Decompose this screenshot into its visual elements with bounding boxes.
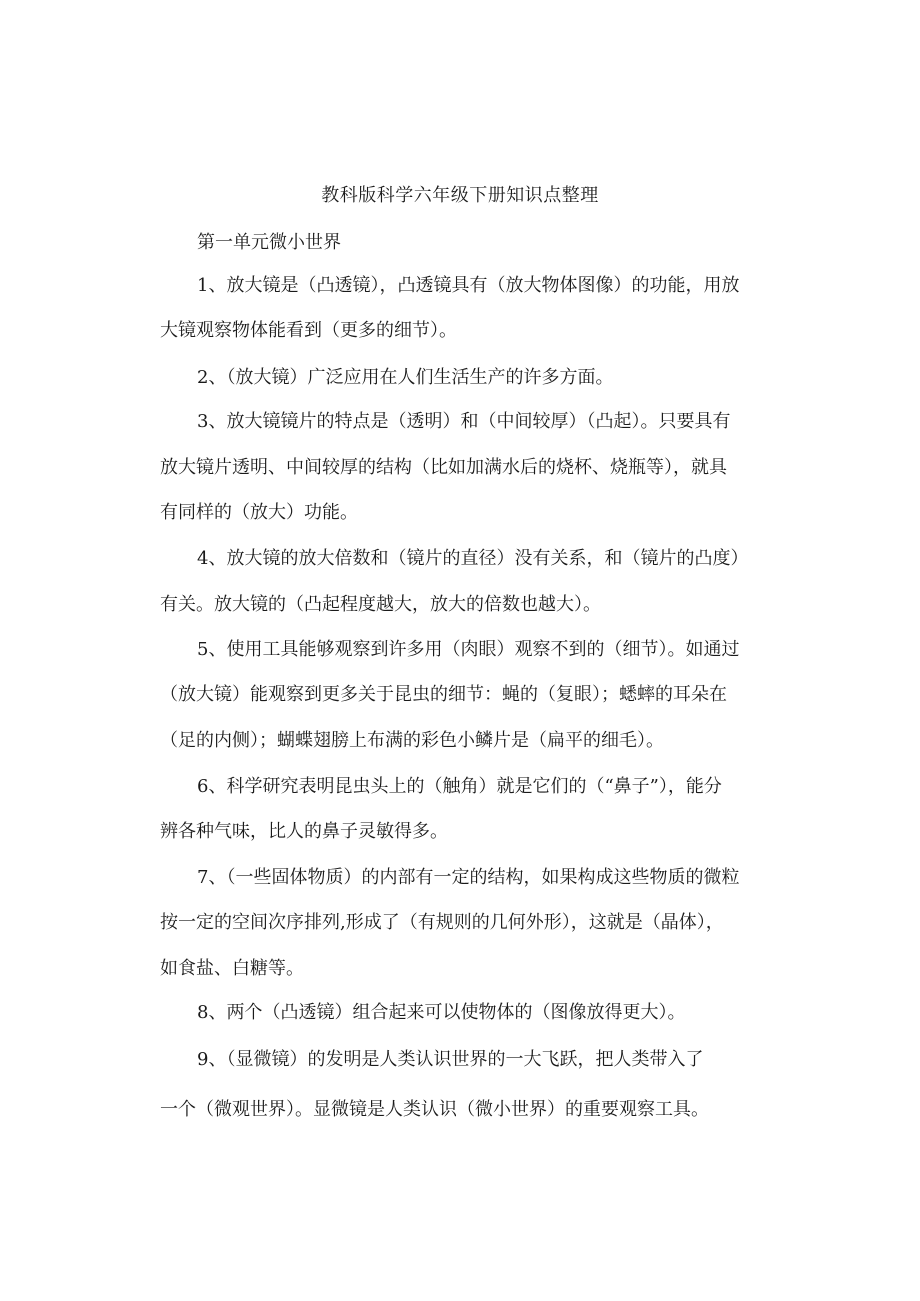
- paragraph-line: 辨各种气味，比人的鼻子灵敏得多。: [160, 821, 448, 842]
- paragraph-line: 大镜观察物体能看到（更多的细节）。: [160, 320, 457, 341]
- paragraph-line: 8、两个（凸透镜）组合起来可以使物体的（图像放得更大）。: [197, 1002, 686, 1023]
- paragraph-line: 7、（一些固体物质）的内部有一定的结构，如果构成这些物质的微粒: [197, 867, 740, 888]
- paragraph-line: 有关。放大镜的（凸起程度越大，放大的倍数也越大）。: [160, 594, 601, 615]
- paragraph-line: 如食盐、白糖等。: [160, 958, 304, 979]
- paragraph-line: 一个（微观世界）。显微镜是人类认识（微小世界）的重要观察工具。: [160, 1099, 709, 1120]
- paragraph-line: 2、（放大镜）广泛应用在人们生活生产的许多方面。: [197, 367, 614, 388]
- unit-heading: 第一单元微小世界: [197, 232, 341, 253]
- paragraph-line: 4、放大镜的放大倍数和（镜片的直径）没有关系，和（镜片的凸度）: [197, 548, 749, 569]
- paragraph-line: 9、（显微镜）的发明是人类认识世界的一大飞跃，把人类带入了: [197, 1049, 704, 1070]
- paragraph-line: （足的内侧）；蝴蝶翅膀上布满的彩色小鳞片是（扁平的细毛）。: [160, 730, 664, 751]
- paragraph-line: 3、放大镜镜片的特点是（透明）和（中间较厚）（凸起）。只要具有: [197, 411, 731, 432]
- paragraph-line: （放大镜）能观察到更多关于昆虫的细节：蝇的（复眼）；蟋蟀的耳朵在: [160, 684, 727, 705]
- paragraph-line: 有同样的（放大）功能。: [160, 502, 358, 523]
- paragraph-line: 1、放大镜是（凸透镜），凸透镜具有（放大物体图像）的功能，用放: [197, 275, 740, 296]
- paragraph-line: 5、使用工具能够观察到许多用（肉眼）观察不到的（细节）。如通过: [197, 639, 740, 660]
- paragraph-line: 放大镜片透明、中间较厚的结构（比如加满水后的烧杯、烧瓶等），就具: [160, 457, 727, 478]
- paragraph-line: 6、科学研究表明昆虫头上的（触角）就是它们的（“鼻子”），能分: [197, 776, 722, 797]
- paragraph-line: 按一定的空间次序排列,形成了（有规则的几何外形），这就是（晶体），: [160, 912, 724, 933]
- document-title: 教科版科学六年级下册知识点整理: [321, 185, 599, 206]
